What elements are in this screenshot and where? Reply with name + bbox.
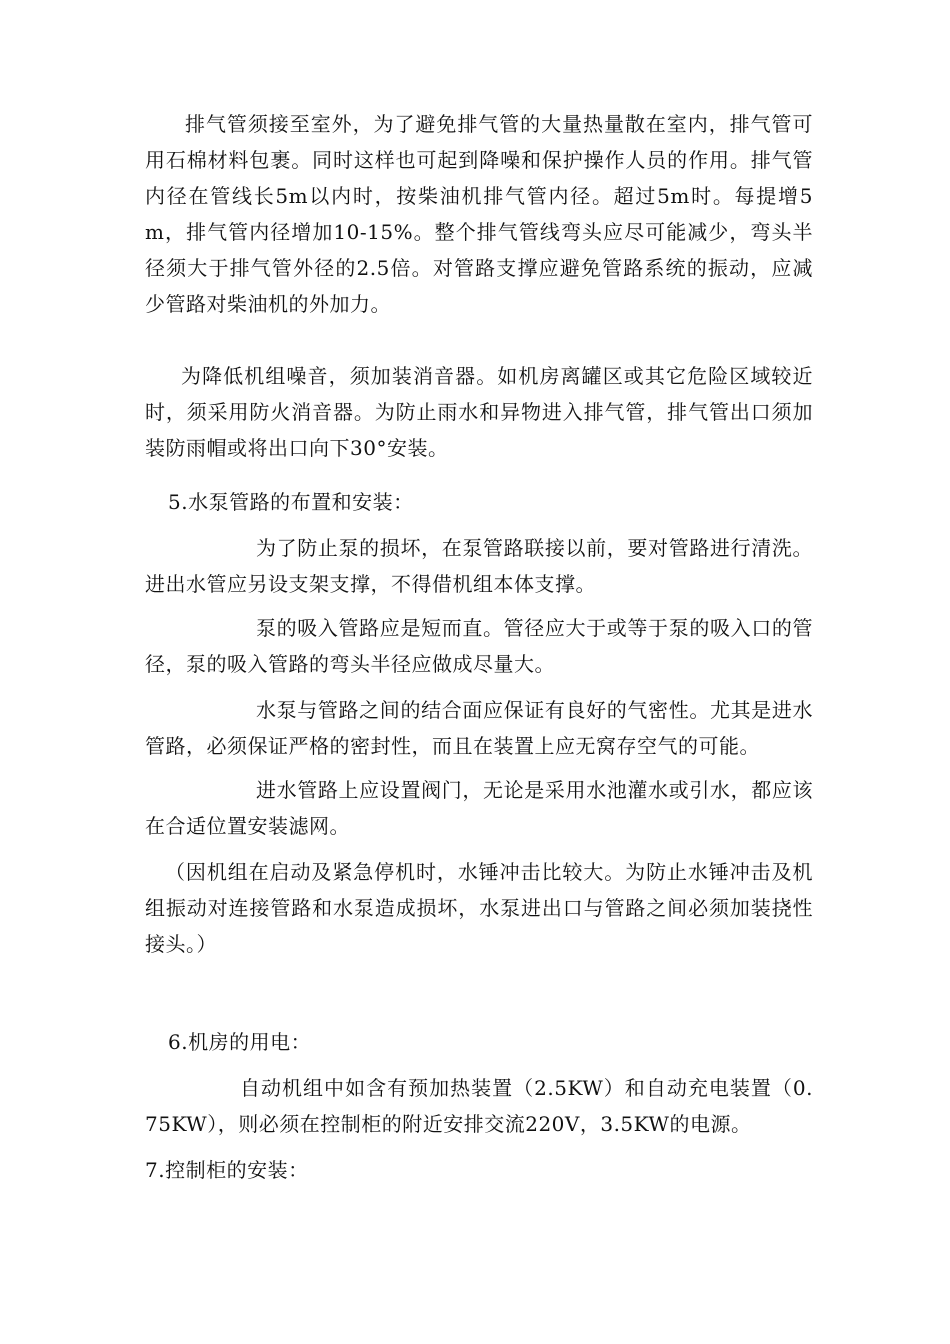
- section-heading-7: 7.控制柜的安装：: [145, 1158, 309, 1182]
- paragraph-valve-filter: 进水管路上应设置阀门，无论是采用水池灌水或引水，都应该在合适位置安装滤网。: [145, 778, 813, 838]
- paragraph-suction-pipe: 泵的吸入管路应是短而直。管径应大于或等于泵的吸入口的管径，泵的吸入管路的弯头半径应做成尽量大。: [145, 616, 813, 676]
- paragraph-muffler: 为降低机组噪音，须加装消音器。如机房离罐区或其它危险区域较近时，须采用防火消音器。为防止雨水和异物进入排气管，排气管出口须加装防雨帽或将出口向下30°安装。: [145, 364, 813, 460]
- paragraph-flexible-joint: （因机组在启动及紧急停机时，水锤冲击比较大。为防止水锤冲击及机组振动对连接管路和水泵造成损坏，水泵进出口与管路之间必须加装挠性接头。）: [145, 860, 813, 956]
- paragraph-power-supply: 自动机组中如含有预加热装置（2.5KW）和自动充电装置（0.75KW），则必须在控制柜的附近安排交流220V，3.5KW的电源。: [145, 1076, 813, 1136]
- paragraph-pump-cleaning: 为了防止泵的损坏，在泵管路联接以前，要对管路进行清洗。进出水管应另设支架支撑，不得借机组本体支撑。: [145, 536, 813, 596]
- section-heading-5: 5.水泵管路的布置和安装：: [168, 490, 414, 514]
- paragraph-exhaust-pipe: 排气管须接至室外，为了避免排气管的大量热量散在室内，排气管可用石棉材料包裹。同时这样也可起到降噪和保护操作人员的作用。排气管内径在管线长5m以内时，按柴油机排气管内径。超过5m时。每提增5m，排气管内径增加10-15%。整个排气管线弯头应尽可能减少，弯头半径须大于排气管外径的2.5倍。对管路支撑应避免管路系统的振动，应减少管路对柴油机的外加力。: [145, 112, 813, 316]
- paragraph-air-tightness: 水泵与管路之间的结合面应保证有良好的气密性。尤其是进水管路，必须保证严格的密封性，而且在装置上应无窝存空气的可能。: [145, 698, 813, 758]
- section-heading-6: 6.机房的用电：: [168, 1030, 312, 1054]
